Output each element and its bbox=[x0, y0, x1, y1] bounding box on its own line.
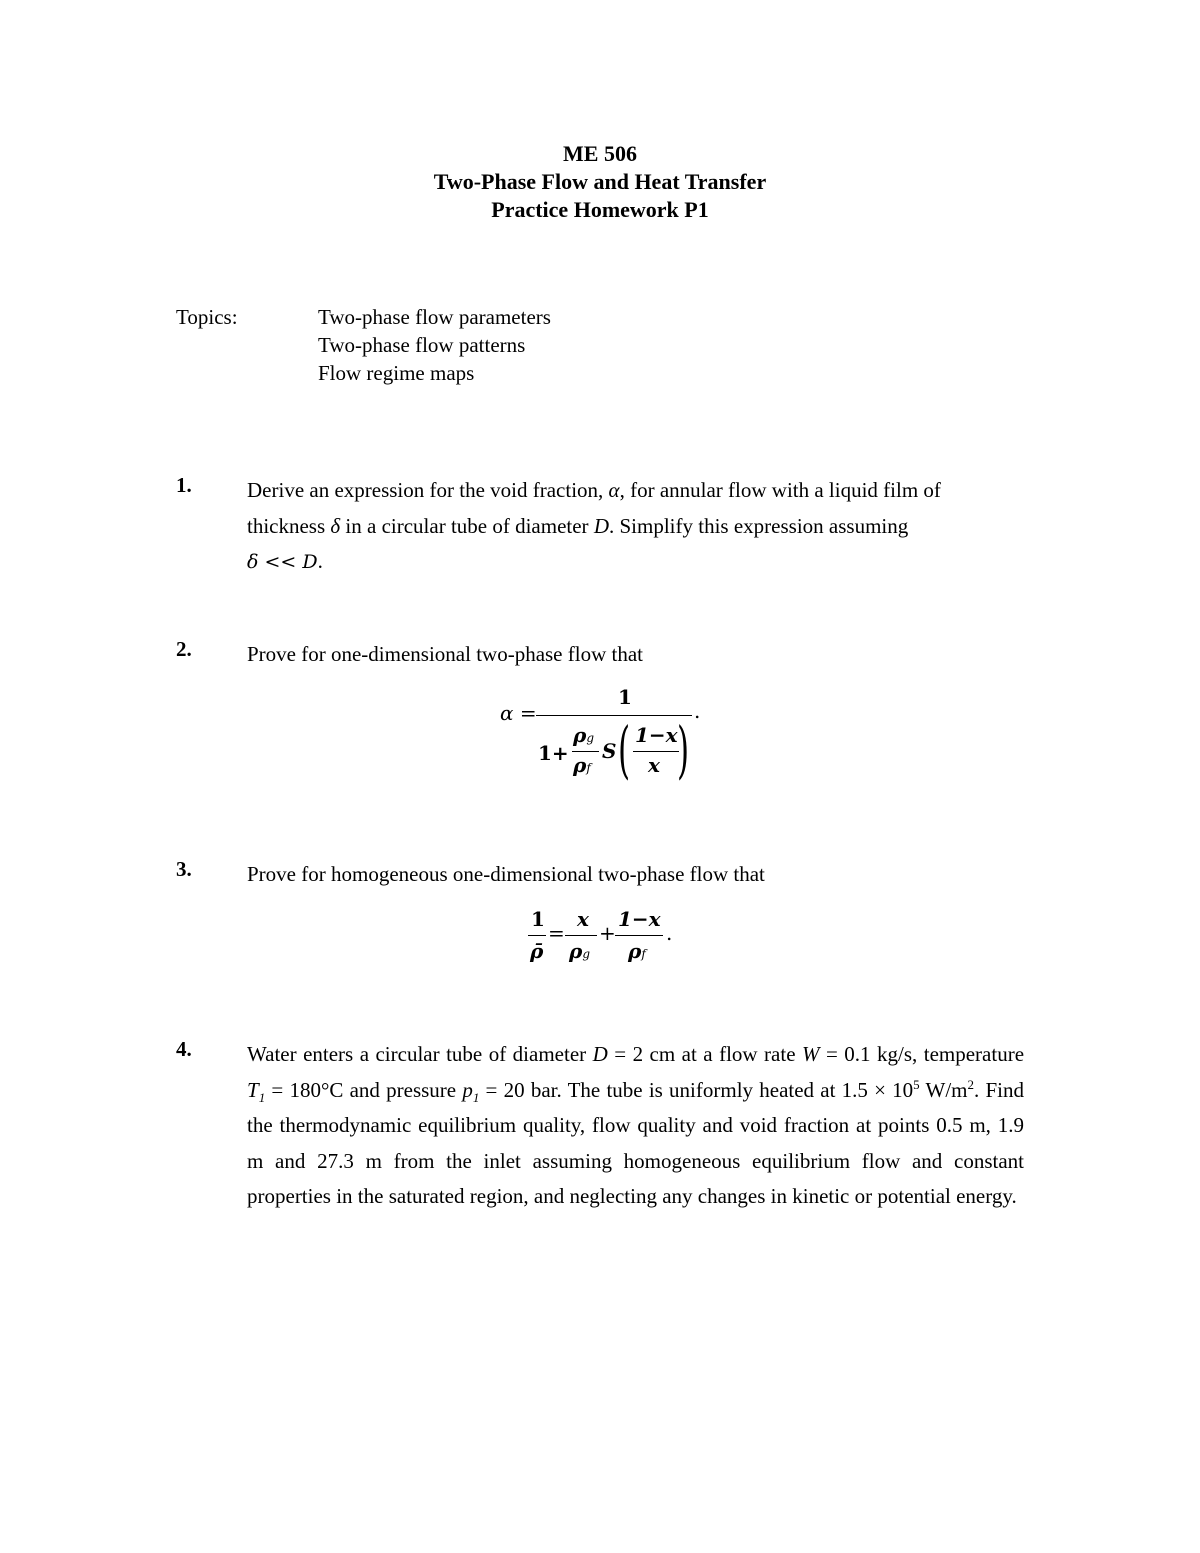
subscript-1: 1 bbox=[472, 1089, 480, 1105]
text-run: W/m bbox=[919, 1077, 968, 1102]
diameter-symbol: D bbox=[593, 513, 609, 538]
rho-symbol: ρ bbox=[628, 939, 642, 963]
topic-item: Flow regime maps bbox=[318, 361, 475, 385]
slip-ratio-symbol: S bbox=[602, 739, 617, 763]
inner-numerator: 1−x bbox=[635, 723, 678, 747]
problem-number: 4. bbox=[176, 1037, 192, 1061]
document-header bbox=[0, 140, 1200, 224]
rho-symbol: ρ bbox=[569, 939, 583, 963]
text-run: = 180°C and pressure bbox=[265, 1077, 463, 1102]
subscript-g: g bbox=[582, 947, 590, 961]
fraction-bar bbox=[528, 935, 546, 936]
homogeneous-density-equation bbox=[527, 905, 677, 975]
fraction-bar bbox=[572, 751, 599, 752]
fraction-bar bbox=[615, 935, 663, 936]
problem-text: Prove for one-dimensional two-phase flow that bbox=[247, 642, 643, 666]
problem-text bbox=[247, 473, 1024, 581]
rho-symbol: ρ bbox=[573, 753, 587, 777]
right-paren: ) bbox=[677, 713, 690, 786]
fraction-bar bbox=[536, 715, 692, 716]
text-run: in a circular tube of diameter bbox=[340, 513, 594, 538]
text-run: = 20 bar. The tube is uniformly heated at 1.5 × 10 bbox=[479, 1077, 914, 1102]
topics-list bbox=[318, 303, 718, 387]
equation-period: . bbox=[666, 921, 673, 945]
text-run: = 2 cm at a flow rate bbox=[607, 1042, 802, 1066]
equation-lhs: α = bbox=[500, 701, 537, 725]
temperature-symbol: T bbox=[247, 1077, 259, 1102]
problem-number: 3. bbox=[176, 857, 192, 881]
delta-symbol: δ bbox=[330, 513, 341, 538]
term2-numerator: 1−x bbox=[618, 907, 661, 931]
problem-text bbox=[247, 1037, 1024, 1215]
subscript-g: g bbox=[586, 731, 594, 745]
text-run: , for annular flow with a liquid film of thickness bbox=[247, 478, 941, 538]
pressure-symbol: p bbox=[462, 1077, 473, 1102]
equation-period: . bbox=[694, 699, 701, 723]
rho-symbol: ρ bbox=[573, 723, 587, 747]
mean-density-symbol: ρ̄ bbox=[530, 939, 544, 963]
subscript-f: f bbox=[641, 947, 646, 961]
exponent-5: 5 bbox=[913, 1076, 920, 1092]
course-code: ME 506 bbox=[563, 141, 637, 166]
void-fraction-equation bbox=[500, 683, 710, 793]
topics-label: Topics: bbox=[176, 305, 238, 329]
topic-item: Two-phase flow patterns bbox=[318, 333, 526, 357]
text-run: Water enters a circular tube of diameter bbox=[247, 1042, 593, 1066]
one-plus: 1+ bbox=[538, 741, 569, 765]
text-run: . Simplify this expression assuming bbox=[608, 513, 909, 538]
diameter-symbol: D bbox=[592, 1042, 608, 1066]
inner-denominator: x bbox=[648, 753, 660, 777]
homework-title: Practice Homework P1 bbox=[491, 197, 709, 222]
fraction-bar bbox=[633, 751, 679, 752]
problem-text: Prove for homogeneous one-dimensional two-phase flow that bbox=[247, 862, 765, 886]
lhs-numerator: 1 bbox=[531, 907, 545, 931]
text-run: Derive an expression for the void fraction, bbox=[247, 478, 609, 502]
left-paren: ( bbox=[618, 713, 631, 786]
text-run: . bbox=[317, 549, 323, 573]
plus-sign: + bbox=[599, 921, 616, 945]
text-run: = 0.1 kg/s, temperature bbox=[819, 1042, 1025, 1066]
condition-expression: δ << D bbox=[247, 551, 318, 573]
flow-rate-symbol: W bbox=[802, 1042, 820, 1066]
exponent-2: 2 bbox=[967, 1076, 975, 1092]
topic-item: Two-phase flow parameters bbox=[318, 305, 551, 329]
alpha-symbol: α bbox=[608, 478, 620, 502]
subscript-f: f bbox=[586, 761, 591, 775]
subscript-1: 1 bbox=[258, 1089, 266, 1105]
course-title: Two-Phase Flow and Heat Transfer bbox=[433, 169, 767, 194]
text-run: . Find the thermodynamic equilibrium quality, flow quality and void fraction at points 0.5 m, 1.9 m and 27.3 m from the inlet assuming homogeneous equilibrium flow and constant properties in the saturated region, and neglecting any changes in kinetic or potential energy. bbox=[247, 1077, 1024, 1208]
problem-number: 1. bbox=[176, 473, 192, 497]
equals-sign: = bbox=[548, 921, 565, 945]
equation-numerator: 1 bbox=[618, 685, 632, 709]
problem-number: 2. bbox=[176, 637, 192, 661]
term1-numerator: x bbox=[577, 907, 589, 931]
fraction-bar bbox=[565, 935, 597, 936]
